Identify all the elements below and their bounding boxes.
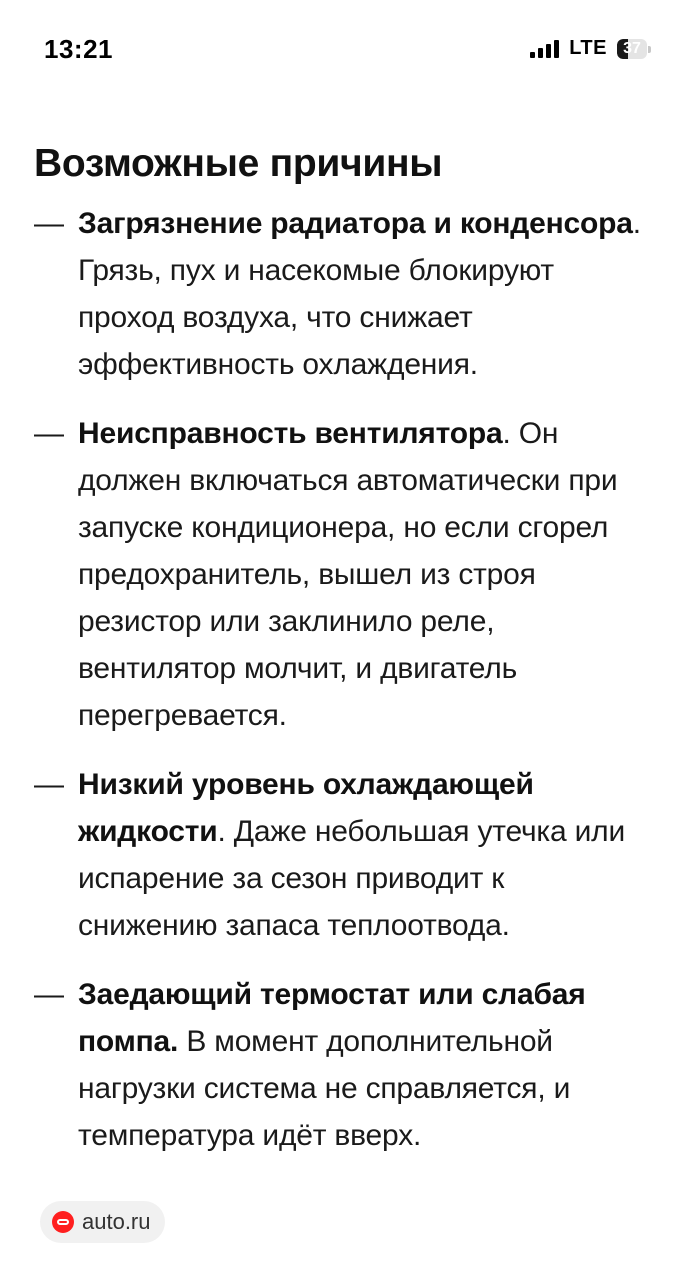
list-item	[0, 200, 675, 388]
source-link[interactable]	[40, 1201, 165, 1243]
network-type-label: LTE	[569, 37, 607, 59]
list-item	[0, 761, 675, 949]
article-content	[0, 138, 675, 1181]
list-dash: —	[34, 207, 64, 240]
cellular-signal-icon	[530, 40, 559, 58]
battery-icon	[617, 39, 651, 59]
auto-ru-logo-icon	[52, 1211, 74, 1233]
status-time: 13:21	[44, 34, 113, 64]
source-label: auto.ru	[82, 1209, 151, 1234]
list-dash: —	[34, 417, 64, 450]
cause-heading: Загрязнение радиатора и конденсора	[78, 207, 633, 240]
status-bar	[0, 0, 675, 100]
battery-level-text: 37	[623, 39, 641, 57]
cause-heading: Неисправность вентилятора	[78, 417, 503, 450]
cause-heading: Низкий уровень охлаждающей жидкости	[78, 768, 534, 848]
list-dash: —	[34, 978, 64, 1011]
section-title: Возможные причины	[34, 142, 443, 185]
list-item	[0, 410, 675, 739]
list-item	[0, 971, 675, 1159]
status-indicators	[530, 37, 651, 60]
cause-description: . Грязь, пух и насекомые блокируют проход воздуха, что снижает эффективность охлаждения.	[78, 207, 641, 381]
cause-heading: Заедающий термостат или слабая помпа.	[78, 978, 586, 1058]
cause-description: . Даже небольшая утечка или испарение за сезон приводит к снижению запаса теплоотвода.	[78, 815, 626, 942]
cause-description: В момент дополнительной нагрузки система не справляется, и температура идёт вверх.	[78, 1025, 571, 1152]
list-dash: —	[34, 768, 64, 801]
causes-list	[0, 200, 675, 1159]
cause-description: . Он должен включаться автоматически при запуске кондиционера, но если сгорел предохранитель, вышел из строя резистор или заклинило реле, вентилятор молчит, и двигатель перегревается.	[78, 417, 618, 732]
